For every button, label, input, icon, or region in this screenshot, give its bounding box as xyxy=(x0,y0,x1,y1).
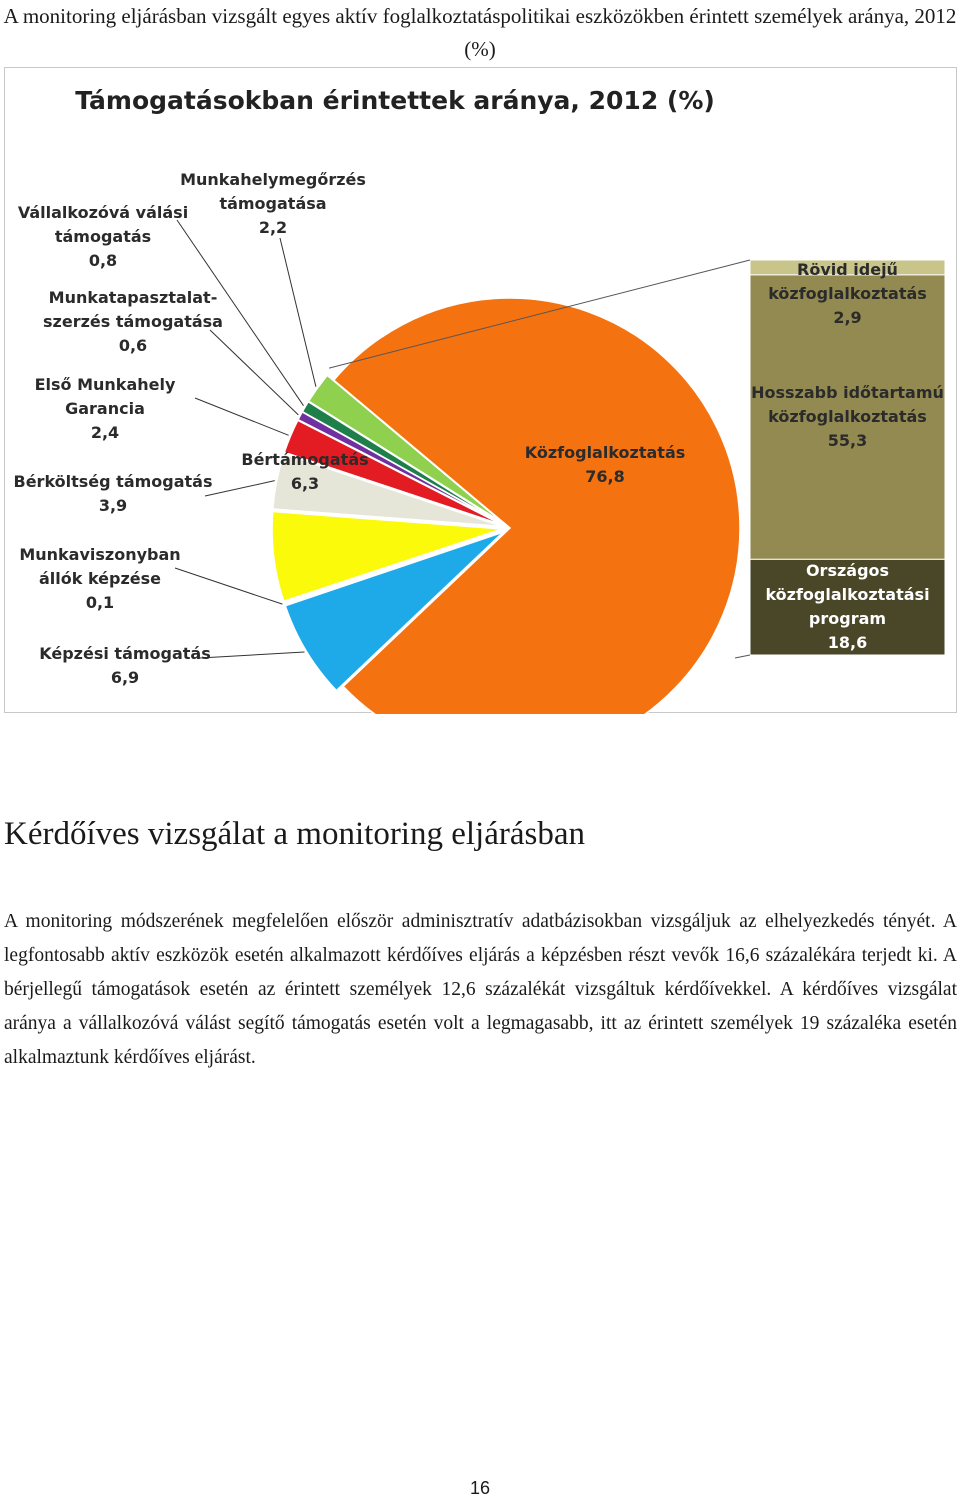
data-label-line: Bérköltség támogatás xyxy=(13,472,213,491)
data-label-line: állók képzése xyxy=(38,569,162,588)
data-label-line: 76,8 xyxy=(585,467,625,486)
data-label-line: Első Munkahely xyxy=(34,375,176,394)
data-label-line: Munkaviszonyban xyxy=(19,545,181,564)
data-label-line: 0,6 xyxy=(118,336,148,355)
breakdown-label xyxy=(751,381,944,453)
section-heading: Kérdőíves vizsgálat a monitoring eljárásban xyxy=(4,816,585,852)
connector-line xyxy=(735,655,750,658)
breakdown-label xyxy=(765,559,929,655)
leader-line xyxy=(280,238,316,387)
data-label-line: 2,4 xyxy=(90,423,120,442)
page-number: 16 xyxy=(469,1478,491,1498)
data-label-line: közfoglalkoztatás xyxy=(768,407,927,427)
data-label-line: program xyxy=(808,609,887,629)
breakdown-label xyxy=(768,258,927,330)
slice-label xyxy=(39,642,211,690)
leader-line xyxy=(175,568,282,604)
data-label-line: Képzési támogatás xyxy=(39,644,211,663)
data-label-line: Munkahelymegőrzés xyxy=(180,170,366,189)
data-label-line: 2,2 xyxy=(258,218,288,237)
slice-label xyxy=(35,373,176,445)
slice-label xyxy=(43,286,223,358)
slice-label xyxy=(14,470,213,518)
data-label-line: közfoglalkoztatási xyxy=(765,585,930,605)
data-label-line: támogatás xyxy=(54,227,152,246)
pie-chart xyxy=(4,67,957,713)
slice-label xyxy=(180,168,366,240)
data-label-line: 0,8 xyxy=(88,251,118,270)
data-label-line: Munkatapasztalat- xyxy=(48,288,218,307)
slice-label xyxy=(241,448,368,496)
data-label-line: közfoglalkoztatás xyxy=(768,284,927,303)
data-label-line: Garancia xyxy=(65,399,145,418)
slice-label xyxy=(18,201,188,273)
leader-line xyxy=(195,398,289,435)
body-paragraph: A monitoring módszerének megfelelően először adminisztratív adatbázisokban vizsgáljuk az elhelyezkedés tényét. A legfontosabb aktív eszközök esetén alkalmazott kérdőíves eljárás a képzésben részt vevők 16,6 százalékára terjedt ki. A bérjellegű támogatások esetén az érintett személyek 12,6 százalékát vizsgáltuk kérdőívekkel. A kérdőíves vizsgálat aránya a vállalkozóvá válást segítő támogatás esetén volt a legmagasabb, itt az érintett személyek 19 százaléka esetén alkalmaztunk kérdőíves eljárást. xyxy=(4,911,957,1068)
chart-title: Támogatásokban érintettek aránya, 2012 (%) xyxy=(75,86,715,115)
data-label-line: 6,9 xyxy=(110,668,140,687)
data-label-line: támogatása xyxy=(219,194,327,213)
data-label-line: 2,9 xyxy=(833,308,862,327)
data-label-line: Rövid idejű xyxy=(797,260,898,279)
leader-line xyxy=(200,652,304,658)
data-label-line: 18,6 xyxy=(827,633,868,653)
data-label-line: Vállalkozóvá válási xyxy=(17,203,189,222)
data-label-line: Hosszabb időtartamú xyxy=(751,383,944,403)
data-label-line: Bértámogatás xyxy=(241,450,369,469)
data-label-line: szerzés támogatása xyxy=(43,312,223,331)
data-label-line: 3,9 xyxy=(98,496,128,515)
data-label-line: Közfoglalkoztatás xyxy=(524,443,686,462)
data-label-line: 0,1 xyxy=(85,593,115,612)
data-label-line: 55,3 xyxy=(827,431,868,451)
slice-label xyxy=(525,441,686,489)
figure-caption: A monitoring eljárásban vizsgált egyes aktív foglalkoztatáspolitikai eszközökben érintett személyek aránya, 2012 (%) xyxy=(3,4,957,61)
slice-label xyxy=(19,543,180,615)
data-label-line: Országos xyxy=(805,561,890,581)
leader-line xyxy=(210,330,298,415)
data-label-line: 6,3 xyxy=(290,474,320,493)
